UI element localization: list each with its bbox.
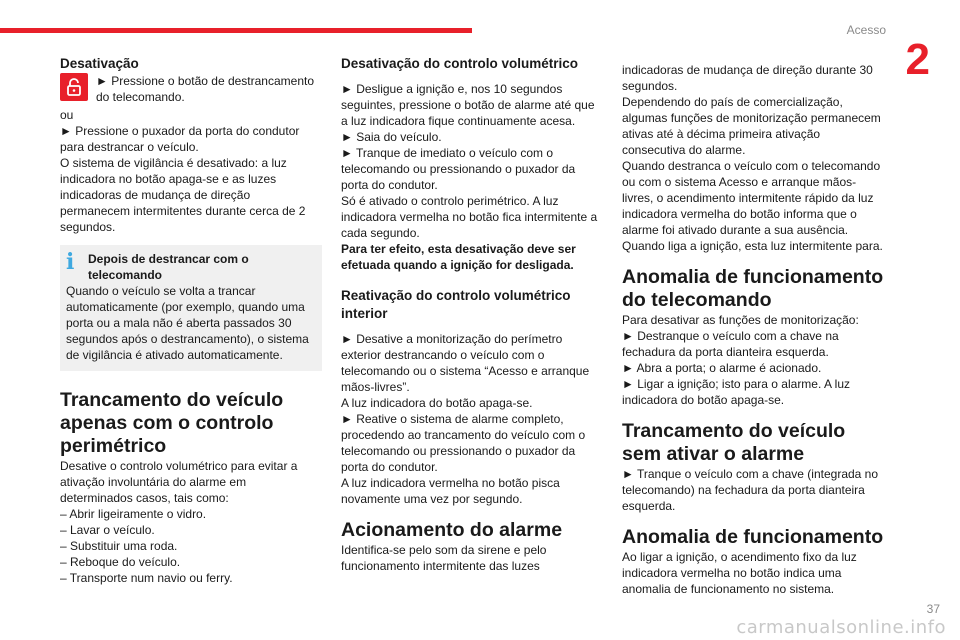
- text-step-unlock-key: ► Destranque o veículo com a chave na fechadura da porta dianteira esquerda.: [622, 329, 839, 359]
- text-step-exit: ► Saia do veículo.: [341, 130, 442, 144]
- text-press-unlock: ► Pressione o botão de destrancamento do telecomando.: [96, 74, 315, 104]
- text-or: ou: [60, 108, 74, 122]
- heading-anomalia: Anomalia de funcionamento: [622, 526, 884, 548]
- text-perimeter-only: Só é ativado o controlo perimétrico. A luz indicadora vermelha no botão fica intermitente a cada segundo.: [341, 194, 598, 240]
- section-title: Acesso: [846, 23, 886, 37]
- info-title: Depois de destrancar com o telecomando: [88, 252, 249, 282]
- text-light-off: A luz indicadora do botão apaga-se.: [341, 396, 533, 410]
- text-light-flashes: A luz indicadora vermelha no botão pisca novamente uma vez por segundo.: [341, 476, 560, 506]
- text-lock-with-key: ► Tranque o veículo com a chave (integrada no telecomando) na fechadura da porta dianteira esquerda.: [622, 467, 879, 513]
- heading-desativacao: Desativação: [60, 56, 139, 71]
- text-step-ignition-on: ► Ligar a ignição; isto para o alarme. A luz indicadora do botão apaga-se.: [622, 377, 850, 407]
- list-item: – Transporte num navio ou ferry.: [60, 571, 233, 585]
- text-note-bold: Para ter efeito, esta desativação deve ser efetuada quando a ignição for desligada.: [341, 242, 576, 272]
- text-country-dependent: Dependendo do país de comercialização, algumas funções de monitorização permanecem ativas até à décima primeira ativação consecutiva do alarme.: [622, 95, 881, 157]
- text-indicators-30s: indicadoras de mudança de direção durante 30 segundos.: [622, 63, 873, 93]
- info-icon: i: [66, 249, 75, 275]
- header-red-bar: [0, 28, 472, 33]
- watermark: carmanualsonline.info: [736, 617, 946, 638]
- text-step-open-door: ► Abra a porta; o alarme é acionado.: [622, 361, 822, 375]
- column-1: [60, 55, 322, 586]
- info-text: Quando o veículo se volta a trancar automaticamente (por exemplo, quando uma porta ou a mala não é aberta passados 30 segundos após o destrancamento), o sistema de vigilância é ativado automaticamente.: [66, 284, 309, 362]
- info-header: [66, 251, 314, 283]
- list-item: – Abrir ligeiramente o vidro.: [60, 507, 207, 521]
- column-3: [622, 62, 884, 597]
- text-ignition-stops: Quando liga a ignição, esta luz intermitente para.: [622, 239, 883, 253]
- page-number: 37: [926, 602, 940, 616]
- column-2: [341, 55, 603, 574]
- list-item: – Substituir uma roda.: [60, 539, 178, 553]
- info-box: [60, 245, 322, 371]
- text-to-deactivate: Para desativar as funções de monitorização:: [622, 313, 859, 327]
- heading-desativacao-volumetrico: Desativação do controlo volumétrico: [341, 56, 579, 71]
- text-fixed-light: Ao ligar a ignição, o acendimento fixo da luz indicadora vermelha no botão indica uma anomalia de funcionamento no sistema.: [622, 550, 857, 596]
- text-rapid-flash: Quando destranca o veículo com o telecomando ou com o sistema Acesso e arranque mãos-livres, o acendimento intermitente rápido da luz indicadora vermelha do botão informa que o alarme foi ativado durante a sua ausência.: [622, 159, 881, 237]
- heading-acionamento: Acionamento do alarme: [341, 519, 563, 541]
- chapter-number: 2: [905, 35, 930, 84]
- text-deactivate-volumetric: Desative o controlo volumétrico para evitar a ativação involuntária do alarme em determinados casos, tais como:: [60, 459, 298, 505]
- heading-trancamento-sem-alarme: Trancamento do veículo sem ativar o alarme: [622, 420, 846, 465]
- unlock-instruction: [60, 73, 322, 105]
- text-press-handle: ► Pressione o puxador da porta do condutor para destrancar o veículo.: [60, 124, 300, 154]
- text-step-ignition: ► Desligue a ignição e, nos 10 segundos seguintes, pressione o botão de alarme até que a luz indicadora fique continuamente acesa.: [341, 82, 595, 128]
- heading-reativacao: Reativação do controlo volumétrico interior: [341, 288, 571, 321]
- text-siren: Identifica-se pelo som da sirene e pelo funcionamento intermitente das luzes: [341, 543, 547, 573]
- text-step-reactivate: ► Reative o sistema de alarme completo, procedendo ao trancamento do veículo com o telecomando ou pressionando o puxador da porta do condutor.: [341, 412, 586, 474]
- text-step-lock: ► Tranque de imediato o veículo com o telecomando ou pressionando o puxador da porta do condutor.: [341, 146, 576, 192]
- list-item: – Reboque do veículo.: [60, 555, 181, 569]
- text-system-disabled: O sistema de vigilância é desativado: a luz indicadora no botão apaga-se e as luzes indicadoras de mudança de direção permanecem intermitentes durante cerca de 2 segundos.: [60, 156, 306, 234]
- unlock-padlock-icon: [60, 73, 88, 101]
- heading-anomalia-telecomando: Anomalia de funcionamento do telecomando: [622, 266, 884, 311]
- text-step-deactivate-perimeter: ► Desative a monitorização do perímetro exterior destrancando o veículo com o telecomando ou o sistema “Acesso e arranque mãos-livres”.: [341, 332, 590, 394]
- heading-trancamento-perimetrico: Trancamento do veículo apenas com o controlo perimétrico: [60, 389, 284, 457]
- list-item: – Lavar o veículo.: [60, 523, 155, 537]
